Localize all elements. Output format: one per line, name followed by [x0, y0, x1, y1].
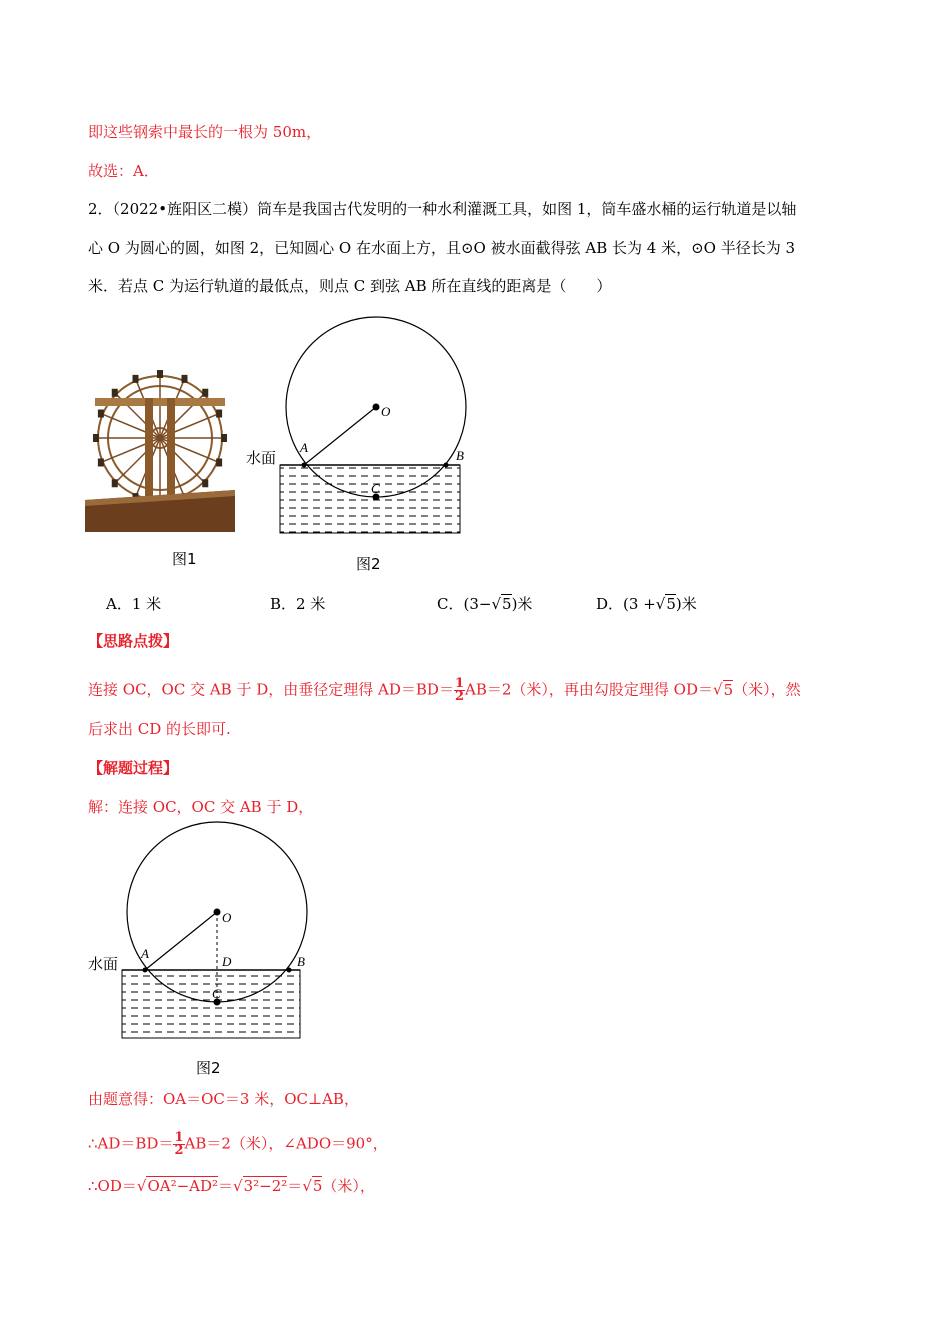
solution-eq-2: ＝ — [287, 1177, 303, 1195]
hint-frac-num: 1 — [454, 676, 464, 691]
hint-header: 【思路点拨】 — [88, 632, 179, 650]
hint-sqrt: 5 — [723, 680, 734, 699]
label-O: O — [381, 404, 391, 419]
point-O-dot — [373, 404, 380, 411]
solution-radicand-1: OA²−AD² — [147, 1177, 219, 1195]
hint-line-1: 连接 OC，OC 交 AB 于 D，由垂径定理得 AD＝BD＝ $\frac{1}{2}$ AB＝2（米），再由勾股定理得 OD＝√5（米），然 — [88, 676, 801, 704]
wheel-bucket — [181, 375, 187, 383]
point-A-dot — [302, 463, 307, 468]
wheel-bucket — [112, 479, 118, 487]
option-d-radicand: 5 — [666, 595, 676, 613]
solution-eq-1: ＝ — [218, 1177, 234, 1195]
question-line-1 — [88, 199, 796, 219]
water-label-fig2: 水面 — [246, 449, 277, 467]
label-C-2: C — [212, 986, 221, 1001]
hint-text-1: 连接 OC，OC 交 AB 于 D，由垂径定理得 AD＝BD＝ — [88, 680, 454, 699]
wheel-bucket — [202, 479, 208, 487]
hint-line-2: 后求出 CD 的长即可. — [88, 720, 231, 738]
label-C: C — [371, 481, 380, 496]
solution-header: 【解题过程】 — [88, 759, 179, 777]
wheel-bucket — [202, 389, 208, 397]
water-label-fig3: 水面 — [88, 955, 119, 973]
solution-line-1: 解：连接 OC，OC 交 AB 于 D， — [88, 798, 314, 816]
label-O-2: O — [222, 910, 232, 925]
solution-radicand-3: 5 — [312, 1177, 323, 1195]
option-c-prefix: C．(3− — [437, 595, 492, 613]
conclusion-line: 即这些钢索中最长的一根为 50m， — [88, 123, 322, 141]
wheel-bucket — [133, 375, 139, 383]
option-d: D．(3 +√5)米 — [596, 595, 697, 613]
radius-OA — [304, 407, 376, 465]
figure-2-diagram — [240, 312, 470, 538]
water-wheel-photo — [85, 350, 235, 532]
option-c-suffix: )米 — [511, 595, 533, 613]
figure-2-caption: 图2 — [356, 555, 381, 573]
solution-line-3 — [88, 1132, 388, 1157]
question-number: 2． — [88, 200, 113, 218]
wheel-bucket — [157, 370, 163, 378]
wheel-bucket — [98, 458, 104, 466]
radius-OA-2 — [145, 912, 217, 970]
point-B-dot — [444, 463, 449, 468]
hint-text-3: （米），然 — [733, 680, 801, 699]
option-c: C．(3−√5)米 — [437, 595, 533, 613]
option-a: A．1 米 — [106, 595, 162, 613]
label-A-2: A — [141, 946, 149, 961]
label-A: A — [300, 440, 308, 455]
wheel-bucket — [98, 410, 104, 418]
solution-frac-num: 1 — [174, 1130, 184, 1145]
hint-frac-den: 2 — [454, 689, 464, 704]
answer-choice-line: 故选：A． — [88, 162, 159, 180]
figure-3-caption: 图2 — [196, 1059, 221, 1077]
wheel-bucket — [216, 458, 222, 466]
option-c-radicand: 5 — [502, 595, 512, 613]
wheel-bucket — [93, 434, 99, 442]
point-O-dot-2 — [214, 909, 221, 916]
question-line-3: 米．若点 C 为运行轨道的最低点，则点 C 到弦 AB 所在直线的距离是（ ） — [88, 277, 612, 295]
wheel-bucket — [112, 389, 118, 397]
solution-radicand-2: 3²−2² — [243, 1177, 288, 1195]
solution-fraction — [173, 1132, 184, 1157]
wheel-bucket — [216, 410, 222, 418]
option-b: B．2 米 — [270, 595, 326, 613]
hint-text-2: AB＝2（米），再由勾股定理得 OD＝ — [465, 680, 713, 699]
wheel-bucket — [221, 434, 227, 442]
hint-fraction — [454, 678, 465, 703]
solution-text-3a: ∴AD＝BD＝ — [88, 1134, 174, 1153]
label-D: D — [222, 954, 232, 969]
point-B-dot-2 — [287, 968, 292, 973]
solution-frac-den: 2 — [174, 1143, 184, 1158]
figure-1-caption: 图1 — [172, 550, 197, 568]
question-line-2: 心 O 为圆心的圆，如图 2，已知圆心 O 在水面上方，且⊙O 被水面截得弦 AB 长为 4 米，⊙O 半径长为 3 — [88, 239, 796, 257]
label-B-2: B — [297, 954, 305, 969]
solution-line-4: ∴OD＝√OA²−AD²＝√3²−2²＝√5（米）， — [88, 1177, 375, 1195]
question-text-1: （2022•旌阳区二模）筒车是我国古代发明的一种水利灌溉工具，如图 1，筒车盛水桶的运行轨道是以轴 — [112, 200, 797, 218]
option-d-prefix: D．(3 + — [596, 595, 656, 613]
figure-3-diagram — [82, 820, 312, 1046]
solution-line-2: 由题意得：OA＝OC＝3 米，OC⊥AB， — [88, 1090, 359, 1108]
option-d-suffix: )米 — [675, 595, 697, 613]
solution-text-3b: AB＝2（米），∠ADO＝90°， — [184, 1134, 388, 1153]
point-A-dot-2 — [143, 968, 148, 973]
solution-text-4a: ∴OD＝ — [88, 1177, 137, 1195]
solution-text-4d: （米）， — [322, 1177, 375, 1195]
label-B: B — [456, 448, 464, 463]
